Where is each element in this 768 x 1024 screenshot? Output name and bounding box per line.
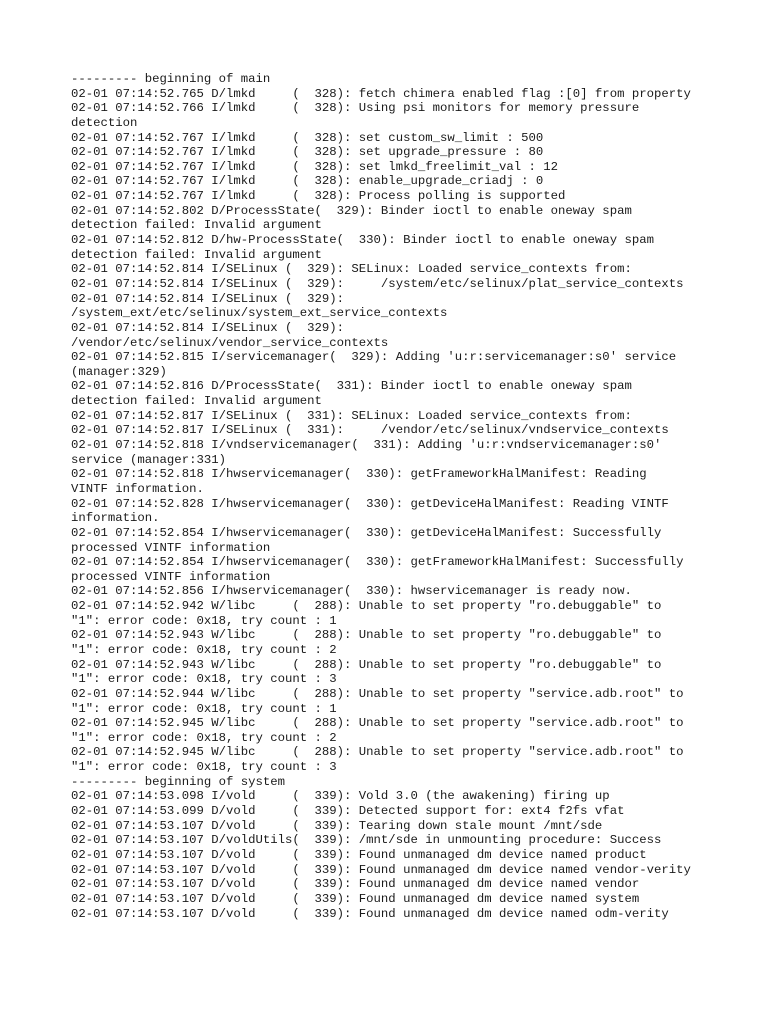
log-line: 02-01 07:14:52.817 I/SELinux ( 331): /vendor/etc/selinux/vndservice_contexts <box>71 423 669 438</box>
log-line: 02-01 07:14:52.818 I/hwservicemanager( 330): getFrameworkHalManifest: Reading <box>71 467 647 482</box>
log-line: 02-01 07:14:52.767 I/lmkd ( 328): set custom_sw_limit : 500 <box>71 130 544 145</box>
log-line: 02-01 07:14:52.814 I/SELinux ( 329): <box>71 320 345 335</box>
log-line: 02-01 07:14:52.943 W/libc ( 288): Unable to set property "ro.debuggable" to <box>71 657 662 672</box>
log-line: 02-01 07:14:52.766 I/lmkd ( 328): Using psi monitors for memory pressure <box>71 101 640 116</box>
log-line: --------- beginning of system <box>71 774 286 789</box>
log-line: service (manager:331) <box>71 452 226 467</box>
log-line: 02-01 07:14:52.856 I/hwservicemanager( 330): hwservicemanager is ready now. <box>71 584 632 599</box>
log-line: /system_ext/etc/selinux/system_ext_service_contexts <box>71 306 448 321</box>
log-line: VINTF information. <box>71 481 204 496</box>
log-line: "1": error code: 0x18, try count : 1 <box>71 613 337 628</box>
log-line: 02-01 07:14:53.099 D/vold ( 339): Detected support for: ext4 f2fs vfat <box>71 804 625 819</box>
log-line: /vendor/etc/selinux/vendor_service_contexts <box>71 335 389 350</box>
log-line: detection <box>71 115 138 130</box>
log-text-block <box>71 72 751 921</box>
log-line: --------- beginning of main <box>71 72 271 86</box>
log-line: (manager:329) <box>71 364 167 379</box>
log-line: detection failed: Invalid argument <box>71 247 322 262</box>
log-line: 02-01 07:14:52.945 W/libc ( 288): Unable to set property "service.adb.root" to <box>71 716 684 731</box>
log-line: "1": error code: 0x18, try count : 2 <box>71 642 337 657</box>
log-line: 02-01 07:14:53.107 D/vold ( 339): Found unmanaged dm device named product <box>71 847 647 862</box>
log-line: 02-01 07:14:53.107 D/vold ( 339): Found unmanaged dm device named odm-verity <box>71 906 669 921</box>
log-line: 02-01 07:14:52.816 D/ProcessState( 331): Binder ioctl to enable oneway spam <box>71 379 632 394</box>
log-line: "1": error code: 0x18, try count : 2 <box>71 730 337 745</box>
log-line: information. <box>71 511 160 526</box>
log-line: "1": error code: 0x18, try count : 3 <box>71 760 337 775</box>
log-line: 02-01 07:14:52.944 W/libc ( 288): Unable to set property "service.adb.root" to <box>71 686 684 701</box>
log-line: 02-01 07:14:52.943 W/libc ( 288): Unable to set property "ro.debuggable" to <box>71 628 662 643</box>
log-line: 02-01 07:14:52.767 I/lmkd ( 328): Process polling is supported <box>71 189 566 204</box>
log-line: 02-01 07:14:53.107 D/vold ( 339): Found unmanaged dm device named vendor <box>71 877 640 892</box>
log-line: detection failed: Invalid argument <box>71 394 322 409</box>
log-line: detection failed: Invalid argument <box>71 218 322 233</box>
log-line: 02-01 07:14:52.802 D/ProcessState( 329): Binder ioctl to enable oneway spam <box>71 203 632 218</box>
log-line: 02-01 07:14:52.942 W/libc ( 288): Unable to set property "ro.debuggable" to <box>71 599 662 614</box>
log-line: 02-01 07:14:52.767 I/lmkd ( 328): enable_upgrade_criadj : 0 <box>71 174 544 189</box>
log-line: 02-01 07:14:52.814 I/SELinux ( 329): <box>71 291 345 306</box>
log-line: 02-01 07:14:52.945 W/libc ( 288): Unable to set property "service.adb.root" to <box>71 745 684 760</box>
log-line: 02-01 07:14:52.817 I/SELinux ( 331): SELinux: Loaded service_contexts from: <box>71 408 632 423</box>
log-line: 02-01 07:14:53.107 D/voldUtils( 339): /mnt/sde in unmounting procedure: Success <box>71 833 662 848</box>
log-line: 02-01 07:14:53.107 D/vold ( 339): Found unmanaged dm device named system <box>71 891 640 906</box>
log-line: 02-01 07:14:52.818 I/vndservicemanager( 331): Adding 'u:r:vndservicemanager:s0' <box>71 438 662 453</box>
log-line: 02-01 07:14:53.107 D/vold ( 339): Found unmanaged dm device named vendor-verity <box>71 862 691 877</box>
log-line: 02-01 07:14:52.767 I/lmkd ( 328): set upgrade_pressure : 80 <box>71 145 544 160</box>
log-line: 02-01 07:14:52.814 I/SELinux ( 329): /system/etc/selinux/plat_service_contexts <box>71 276 684 291</box>
log-line: 02-01 07:14:53.098 I/vold ( 339): Vold 3.0 (the awakening) firing up <box>71 789 610 804</box>
log-line: 02-01 07:14:52.814 I/SELinux ( 329): SELinux: Loaded service_contexts from: <box>71 262 632 277</box>
log-line: 02-01 07:14:53.107 D/vold ( 339): Tearing down stale mount /mnt/sde <box>71 818 603 833</box>
log-line: 02-01 07:14:52.828 I/hwservicemanager( 330): getDeviceHalManifest: Reading VINTF <box>71 496 669 511</box>
log-line: processed VINTF information <box>71 540 271 555</box>
log-line: "1": error code: 0x18, try count : 3 <box>71 672 337 687</box>
log-line: "1": error code: 0x18, try count : 1 <box>71 701 337 716</box>
log-line: 02-01 07:14:52.767 I/lmkd ( 328): set lmkd_freelimit_val : 12 <box>71 159 559 174</box>
log-line: 02-01 07:14:52.812 D/hw-ProcessState( 330): Binder ioctl to enable oneway spam <box>71 233 654 248</box>
log-line: 02-01 07:14:52.815 I/servicemanager( 329): Adding 'u:r:servicemanager:s0' service <box>71 350 677 365</box>
log-line: processed VINTF information <box>71 569 271 584</box>
log-line: 02-01 07:14:52.765 D/lmkd ( 328): fetch chimera enabled flag :[0] from property <box>71 86 691 101</box>
log-line: 02-01 07:14:52.854 I/hwservicemanager( 330): getFrameworkHalManifest: Successfully <box>71 555 684 570</box>
log-line: 02-01 07:14:52.854 I/hwservicemanager( 330): getDeviceHalManifest: Successfully <box>71 525 662 540</box>
